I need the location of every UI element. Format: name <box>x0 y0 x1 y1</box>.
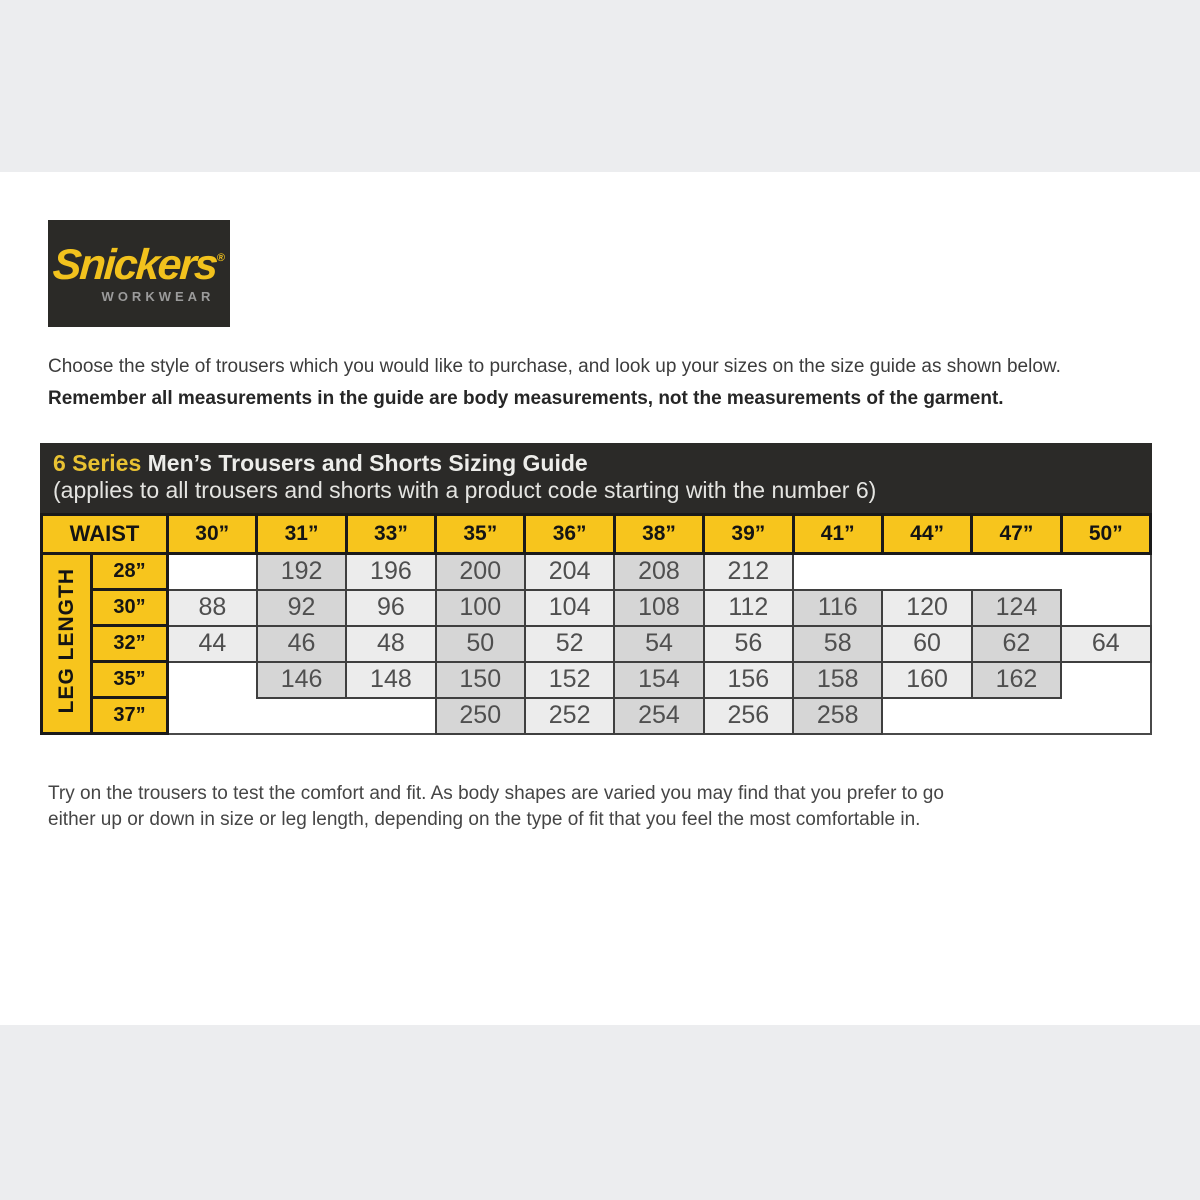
size-cell: 158 <box>793 662 882 698</box>
size-cell: 96 <box>346 590 435 626</box>
leg-length-label: 28” <box>92 554 168 590</box>
sizing-guide <box>40 443 1152 735</box>
empty-cell <box>882 698 971 734</box>
empty-cell <box>882 554 971 590</box>
size-cell: 60 <box>882 626 971 662</box>
size-cell: 124 <box>972 590 1061 626</box>
size-row <box>42 626 1151 662</box>
empty-cell <box>1061 554 1150 590</box>
series-label: 6 Series <box>53 450 142 476</box>
waist-size-header: 50” <box>1061 515 1150 554</box>
size-cell: 46 <box>257 626 346 662</box>
size-cell: 192 <box>257 554 346 590</box>
waist-size-header: 41” <box>793 515 882 554</box>
waist-size-header: 47” <box>972 515 1061 554</box>
waist-size-header: 31” <box>257 515 346 554</box>
intro-text: Choose the style of trousers which you would like to purchase, and look up your sizes on the size guide as shown below. <box>48 356 1061 377</box>
guide-title-line <box>53 450 1139 477</box>
guide-title: Men’s Trousers and Shorts Sizing Guide <box>147 450 588 476</box>
size-cell: 208 <box>614 554 703 590</box>
size-cell: 52 <box>525 626 614 662</box>
size-cell: 252 <box>525 698 614 734</box>
empty-cell <box>1061 590 1150 626</box>
size-cell: 154 <box>614 662 703 698</box>
size-row <box>42 662 1151 698</box>
footer-note-line2: either up or down in size or leg length, depending on the type of fit that you feel the most comfortable in. <box>48 809 921 830</box>
logo-subtitle: WORKWEAR <box>101 289 215 304</box>
waist-size-header: 33” <box>346 515 435 554</box>
size-cell: 116 <box>793 590 882 626</box>
size-cell: 88 <box>168 590 257 626</box>
leg-length-label: 30” <box>92 590 168 626</box>
size-cell: 100 <box>436 590 525 626</box>
guide-subtitle: (applies to all trousers and shorts with a product code starting with the number 6) <box>53 477 877 503</box>
waist-size-header: 36” <box>525 515 614 554</box>
guide-header <box>40 443 1152 513</box>
waist-size-header: 35” <box>436 515 525 554</box>
size-cell: 258 <box>793 698 882 734</box>
logo-wordmark: Snickers <box>51 241 219 289</box>
size-cell: 92 <box>257 590 346 626</box>
empty-cell <box>972 554 1061 590</box>
size-cell: 200 <box>436 554 525 590</box>
size-cell: 104 <box>525 590 614 626</box>
leg-length-label: 32” <box>92 626 168 662</box>
size-cell: 48 <box>346 626 435 662</box>
size-cell: 64 <box>1061 626 1150 662</box>
size-cell: 196 <box>346 554 435 590</box>
waist-size-header: 44” <box>882 515 971 554</box>
size-cell: 160 <box>882 662 971 698</box>
size-cell: 148 <box>346 662 435 698</box>
size-cell: 58 <box>793 626 882 662</box>
leg-length-label: 37” <box>92 698 168 734</box>
footer-note-line1: Try on the trousers to test the comfort and fit. As body shapes are varied you may find that you prefer to go <box>48 783 944 804</box>
waist-label: WAIST <box>42 515 168 554</box>
size-cell: 44 <box>168 626 257 662</box>
size-cell: 162 <box>972 662 1061 698</box>
intro-bold-text: Remember all measurements in the guide are body measurements, not the measurements of the garment. <box>48 388 1004 409</box>
size-cell: 56 <box>704 626 793 662</box>
leg-length-vertical-text: LEG LENGTH <box>54 568 78 714</box>
empty-cell <box>168 662 257 698</box>
registered-trademark-icon: ® <box>216 252 226 264</box>
size-row <box>42 554 1151 590</box>
size-cell: 50 <box>436 626 525 662</box>
waist-header-row <box>42 515 1151 554</box>
empty-cell <box>168 554 257 590</box>
size-table-body <box>42 554 1151 734</box>
size-cell: 150 <box>436 662 525 698</box>
content-area <box>0 172 1200 1025</box>
empty-cell <box>1061 662 1150 698</box>
leg-length-axis-label <box>42 554 92 734</box>
size-cell: 204 <box>525 554 614 590</box>
size-cell: 212 <box>704 554 793 590</box>
waist-size-header: 39” <box>704 515 793 554</box>
leg-length-label: 35” <box>92 662 168 698</box>
snickers-logo <box>48 220 230 327</box>
size-table <box>40 513 1152 735</box>
waist-size-header: 38” <box>614 515 703 554</box>
size-row <box>42 698 1151 734</box>
size-cell: 254 <box>614 698 703 734</box>
empty-cell <box>346 698 435 734</box>
empty-cell <box>257 698 346 734</box>
size-cell: 256 <box>704 698 793 734</box>
waist-size-header: 30” <box>168 515 257 554</box>
empty-cell <box>168 698 257 734</box>
size-cell: 250 <box>436 698 525 734</box>
size-cell: 108 <box>614 590 703 626</box>
size-cell: 54 <box>614 626 703 662</box>
size-cell: 112 <box>704 590 793 626</box>
empty-cell <box>793 554 882 590</box>
empty-cell <box>1061 698 1150 734</box>
logo-brand-text <box>51 241 226 289</box>
empty-cell <box>972 698 1061 734</box>
size-cell: 156 <box>704 662 793 698</box>
size-cell: 152 <box>525 662 614 698</box>
size-row <box>42 590 1151 626</box>
size-cell: 62 <box>972 626 1061 662</box>
size-cell: 120 <box>882 590 971 626</box>
size-cell: 146 <box>257 662 346 698</box>
